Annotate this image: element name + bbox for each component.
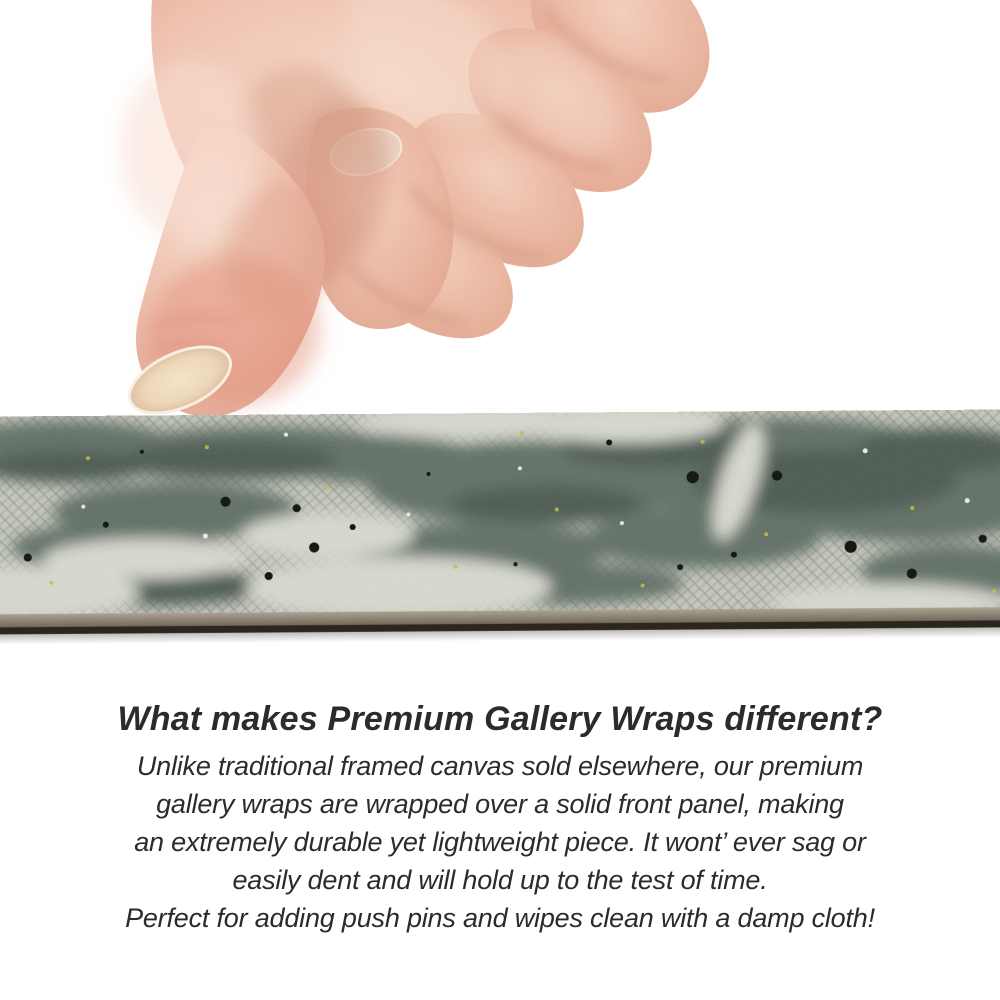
description-line: gallery wraps are wrapped over a solid front panel, making <box>156 789 844 819</box>
description-line: Perfect for adding push pins and wipes clean with a damp cloth! <box>125 903 875 933</box>
description-heading: What makes Premium Gallery Wraps different? <box>117 700 883 738</box>
canvas-texture <box>0 409 1000 644</box>
description-line: easily dent and will hold up to the test of time. <box>232 865 768 895</box>
description-line: an extremely durable yet lightweight piece. It wont’ ever sag or <box>134 827 866 857</box>
canvas-strip <box>0 409 1000 644</box>
description-line: Unlike traditional framed canvas sold elsewhere, our premium <box>136 751 864 781</box>
hand-pressing-thumb-illustration <box>0 0 1000 442</box>
description-block <box>0 700 1000 937</box>
